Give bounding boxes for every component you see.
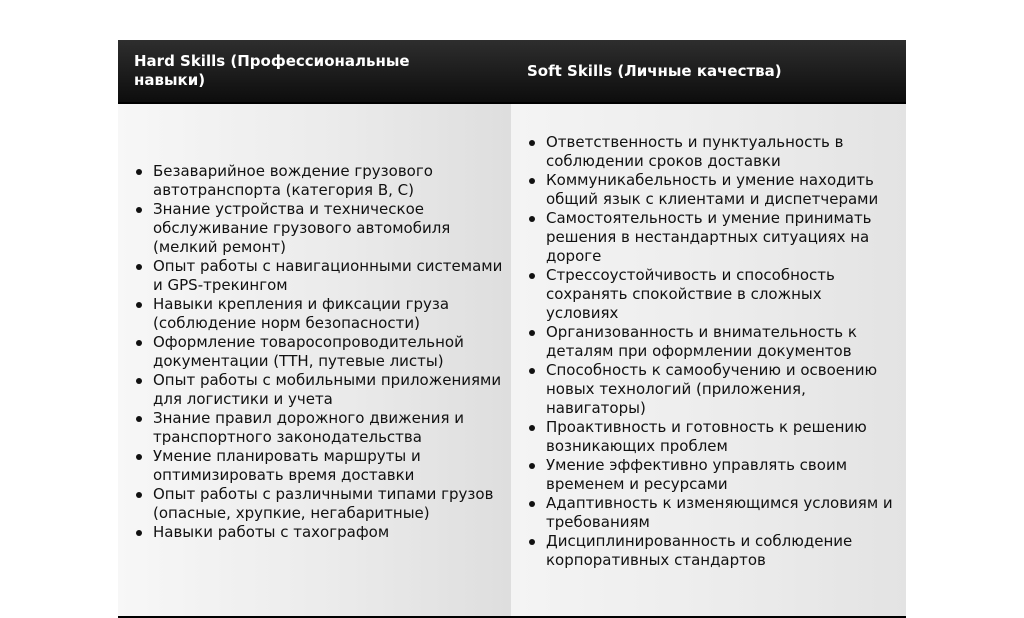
hard-skill-item: Опыт работы с навигационными системами и GPS-трекингом — [134, 257, 504, 295]
soft-skill-item: Стрессоустойчивость и способность сохранять спокойствие в сложных условиях — [527, 266, 897, 323]
soft-skill-item: Коммуникабельность и умение находить общий язык с клиентами и диспетчерами — [527, 171, 897, 209]
soft-skill-item: Дисциплинированность и соблюдение корпоративных стандартов — [527, 532, 897, 570]
hard-skill-item: Умение планировать маршруты и оптимизировать время доставки — [134, 447, 504, 485]
table-header — [118, 40, 906, 104]
soft-skill-item: Способность к самообучению и освоению новых технологий (приложения, навигаторы) — [527, 361, 897, 418]
hard-skills-column — [118, 104, 511, 616]
hard-skill-item: Навыки крепления и фиксации груза (соблюдение норм безопасности) — [134, 295, 504, 333]
hard-skill-item: Оформление товаросопроводительной документации (ТТН, путевые листы) — [134, 333, 504, 371]
soft-skill-item: Умение эффективно управлять своим временем и ресурсами — [527, 456, 897, 494]
skills-table — [118, 40, 906, 618]
soft-skill-item: Проактивность и готовность к решению возникающих проблем — [527, 418, 897, 456]
soft-skills-header: Soft Skills (Личные качества) — [527, 61, 782, 80]
soft-skills-column — [511, 104, 906, 616]
soft-skill-item: Организованность и внимательность к деталям при оформлении документов — [527, 323, 897, 361]
hard-skills-list — [134, 162, 504, 542]
hard-skill-item: Знание устройства и техническое обслуживание грузового автомобиля (мелкий ремонт) — [134, 200, 504, 257]
hard-skill-item: Опыт работы с различными типами грузов (опасные, хрупкие, негабаритные) — [134, 485, 504, 523]
hard-skill-item: Опыт работы с мобильными приложениями для логистики и учета — [134, 371, 504, 409]
hard-skill-item: Безаварийное вождение грузового автотранспорта (категория B, C) — [134, 162, 504, 200]
hard-skill-item: Знание правил дорожного движения и транспортного законодательства — [134, 409, 504, 447]
soft-skill-item: Самостоятельность и умение принимать решения в нестандартных ситуациях на дороге — [527, 209, 897, 266]
soft-skills-list — [527, 133, 897, 570]
soft-skill-item: Ответственность и пунктуальность в соблюдении сроков доставки — [527, 133, 897, 171]
hard-skills-header: Hard Skills (Профессиональные навыки) — [134, 52, 410, 89]
soft-skill-item: Адаптивность к изменяющимся условиям и требованиям — [527, 494, 897, 532]
hard-skill-item: Навыки работы с тахографом — [134, 523, 504, 542]
